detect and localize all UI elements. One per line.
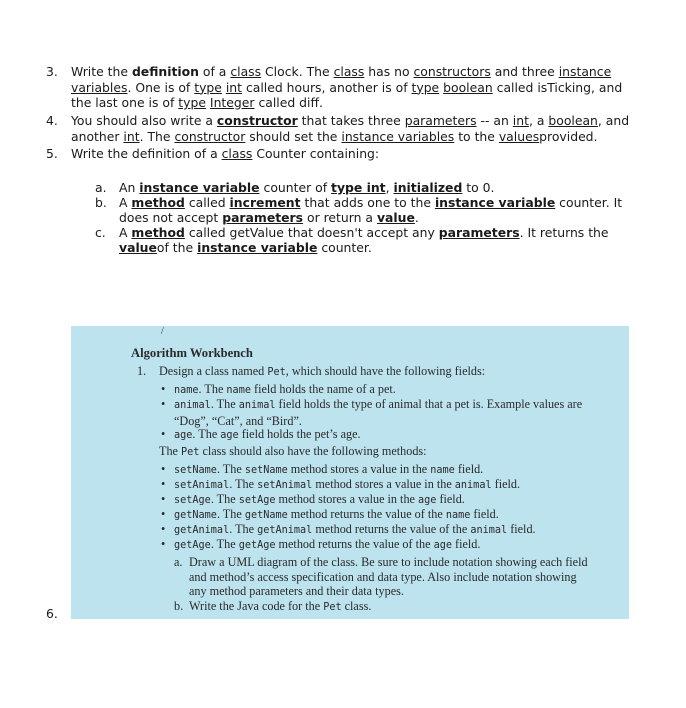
text-segment: . — [414, 209, 419, 225]
text-segment: . The — [229, 477, 258, 491]
text-segment: animal — [174, 400, 211, 411]
text-segment: of the — [156, 239, 198, 255]
text-segment: class — [230, 64, 262, 79]
text-segment: field holds the name of a pet. — [250, 382, 396, 396]
sub-item-text — [119, 226, 650, 255]
text-segment: . The — [139, 128, 175, 144]
text-segment: class. — [341, 599, 372, 613]
bullet-icon: • — [161, 477, 166, 491]
bullet-icon: • — [161, 507, 166, 521]
sub-item-label: c. — [95, 225, 106, 240]
bullet-icon: • — [161, 462, 166, 476]
text-segment: parameters — [404, 113, 477, 128]
text-segment: , — [385, 180, 394, 195]
text-segment: to the — [454, 128, 499, 144]
text-segment: of a — [198, 64, 231, 79]
text-segment: getAnimal — [257, 525, 313, 536]
text-segment: int — [225, 79, 243, 95]
text-segment: An — [119, 180, 140, 195]
text-segment: . The — [216, 507, 245, 521]
sub-item-a — [95, 181, 650, 196]
text-segment: and three — [490, 64, 559, 79]
text-segment: int — [512, 113, 529, 128]
text-segment: . One is of — [127, 79, 195, 95]
subpart-text — [189, 599, 594, 616]
subpart-b — [174, 599, 594, 616]
text-segment: . The — [210, 537, 239, 551]
text-segment: Clock. The — [261, 64, 334, 79]
text-segment: age — [433, 540, 452, 551]
text-segment: constructor — [216, 113, 298, 128]
bullet-icon: • — [161, 427, 166, 441]
text-segment: getName — [174, 510, 217, 521]
text-segment: getAge — [238, 540, 276, 551]
text-segment: animal — [238, 400, 276, 411]
text-segment: constructor — [174, 128, 246, 144]
text-segment: method stores a value in the — [312, 477, 455, 491]
text-segment: instance variable — [434, 195, 556, 210]
text-segment: counter. — [317, 239, 372, 255]
text-segment: instance variables — [341, 128, 455, 144]
text-segment: . The — [216, 462, 245, 476]
text-segment: -- an — [476, 113, 513, 128]
text-segment: field. — [436, 492, 465, 506]
text-segment: initialized — [393, 180, 463, 195]
text-segment: Write the — [71, 64, 132, 79]
text-segment: type int — [331, 180, 386, 195]
text-segment: getAnimal — [174, 525, 230, 536]
text-segment: to 0. — [462, 180, 495, 195]
text-segment: . The — [229, 522, 258, 536]
question-number: 4. — [46, 113, 58, 128]
text-segment: , and another — [71, 113, 630, 144]
sub-item-label: b. — [95, 195, 107, 210]
text-segment: name — [430, 465, 455, 476]
text-segment: value — [376, 209, 415, 225]
text-segment: that adds one to the — [300, 195, 435, 210]
text-segment: method — [131, 225, 185, 240]
subpart-text — [189, 555, 594, 599]
workbench-title: Algorithm Workbench — [131, 346, 253, 360]
algorithm-workbench-panel — [71, 326, 629, 619]
sub-item-text — [119, 196, 650, 225]
text-segment: values — [498, 128, 540, 144]
question-number: 5. — [46, 146, 58, 161]
text-segment: field holds the type of animal that a pet is. Example values are “Dog”, “Cat”, and “Bird”. — [174, 397, 583, 428]
text-segment: setAge — [238, 495, 276, 506]
text-segment: boolean — [443, 79, 493, 95]
field-animal — [161, 397, 611, 428]
text-segment: The — [159, 444, 181, 458]
sub-item-label: a. — [95, 180, 107, 195]
text-segment: instance variable — [139, 180, 260, 195]
text-segment: age — [418, 495, 437, 506]
text-segment: Write the Java code for the — [189, 599, 324, 613]
text-segment: method stores a value in the — [287, 462, 431, 476]
text-segment: class should also have the following methods: — [199, 444, 427, 458]
text-segment: setAnimal — [257, 480, 313, 491]
text-segment: increment — [229, 195, 301, 210]
workbench-intro — [159, 364, 619, 381]
text-segment: setAge — [174, 495, 211, 506]
text-segment: Pet — [323, 602, 342, 613]
bullet-icon: • — [161, 537, 166, 551]
text-segment: type — [178, 95, 206, 110]
text-segment: type — [194, 79, 222, 95]
text-segment: parameters — [438, 225, 520, 240]
text-segment: method — [131, 195, 185, 210]
bullet-icon: • — [161, 382, 166, 396]
method-text — [174, 537, 611, 554]
bullet-icon: • — [161, 397, 166, 411]
bullet-icon: • — [161, 522, 166, 536]
text-segment: getName — [244, 510, 288, 521]
text-segment: . It returns the — [519, 225, 609, 240]
question-4 — [46, 113, 646, 144]
text-segment: . The — [210, 492, 239, 506]
field-age — [161, 427, 611, 444]
text-segment: method stores a value in the — [275, 492, 418, 506]
subpart-a — [174, 555, 594, 599]
text-segment: method returns the value of the — [312, 522, 471, 536]
text-segment: should set the — [245, 128, 342, 144]
text-segment: constructors — [413, 64, 491, 79]
text-segment: called diff. — [254, 95, 323, 110]
text-segment: You should also write a — [71, 113, 217, 128]
method-getage — [161, 537, 611, 554]
subpart-label: b. — [174, 599, 184, 613]
text-segment: Draw a UML diagram of the class. Be sure to include notation showing each field and method’s access specification and data type. Also include notation showing any method parameters and their data types. — [189, 555, 588, 599]
text-segment: field. — [451, 537, 481, 551]
text-segment: field. — [454, 462, 484, 476]
text-segment: called getValue that doesn't accept any — [184, 225, 439, 240]
text-segment: instance variable — [197, 239, 318, 255]
text-segment: called hours, another is of — [242, 79, 412, 95]
text-segment: that takes three — [297, 113, 405, 128]
text-segment: field. — [491, 477, 521, 491]
text-segment: Counter containing: — [252, 146, 380, 161]
text-segment: animal — [454, 480, 492, 491]
text-segment: , a — [528, 113, 549, 128]
text-segment: called — [184, 195, 230, 210]
question-text — [71, 64, 646, 111]
sub-item-text — [119, 181, 650, 196]
text-segment: . The — [192, 427, 221, 441]
text-segment: boolean — [548, 113, 598, 128]
text-segment: value — [119, 239, 157, 255]
text-segment: field holds the pet’s age. — [238, 427, 361, 441]
field-text — [174, 427, 611, 444]
question-5 — [46, 146, 646, 162]
text-segment: field. — [507, 522, 536, 536]
text-segment: parameters — [222, 209, 304, 225]
question-text — [71, 113, 646, 144]
text-segment: . The — [198, 382, 227, 396]
text-segment: method returns the value of the — [275, 537, 434, 551]
text-segment: age — [174, 430, 193, 441]
text-segment: or return a — [303, 209, 377, 225]
methods-intro — [159, 444, 619, 461]
workbench-question-number: 1. — [137, 364, 147, 378]
text-segment: method returns the value of the — [287, 507, 446, 521]
text-segment: class — [221, 146, 253, 161]
text-segment: setName — [244, 465, 288, 476]
text-segment: Design a class named — [159, 364, 268, 378]
text-segment: field. — [470, 507, 499, 521]
question-number: 3. — [46, 64, 58, 79]
question-text — [71, 146, 646, 162]
text-segment: getAge — [174, 540, 211, 551]
text-segment: A — [119, 225, 132, 240]
text-segment: setName — [174, 465, 217, 476]
text-segment: Pet — [181, 447, 200, 458]
text-segment: Write the definition of a — [71, 146, 222, 161]
text-segment: Integer — [209, 95, 255, 110]
text-segment: called isTicking, and the last one is of — [71, 79, 623, 110]
text-segment: animal — [470, 525, 508, 536]
text-segment: definition — [131, 64, 199, 79]
text-segment: counter. It does not accept — [119, 195, 623, 225]
text-segment: instance variables — [71, 64, 612, 95]
question-3 — [46, 64, 646, 111]
text-segment: Pet — [267, 367, 286, 378]
text-segment: class — [333, 64, 365, 79]
text-segment: name — [174, 385, 199, 396]
text-segment: age — [220, 430, 239, 441]
text-segment: A — [119, 195, 132, 210]
text-segment: int — [123, 128, 140, 144]
question-6-number: 6. — [46, 606, 58, 621]
text-segment: has no — [364, 64, 414, 79]
text-segment: counter of — [259, 180, 332, 195]
text-segment: name — [445, 510, 471, 521]
text-segment: name — [226, 385, 251, 396]
text-segment: setAnimal — [174, 480, 230, 491]
field-text — [174, 397, 611, 428]
text-segment: type — [411, 79, 440, 95]
stray-mark: / — [161, 326, 164, 337]
text-segment: provided. — [539, 128, 598, 144]
sub-item-b — [95, 196, 650, 225]
text-segment: . The — [210, 397, 239, 411]
bullet-icon: • — [161, 492, 166, 506]
text-segment: , which should have the following fields: — [285, 364, 486, 378]
subpart-label: a. — [174, 555, 183, 569]
sub-item-c — [95, 226, 650, 255]
